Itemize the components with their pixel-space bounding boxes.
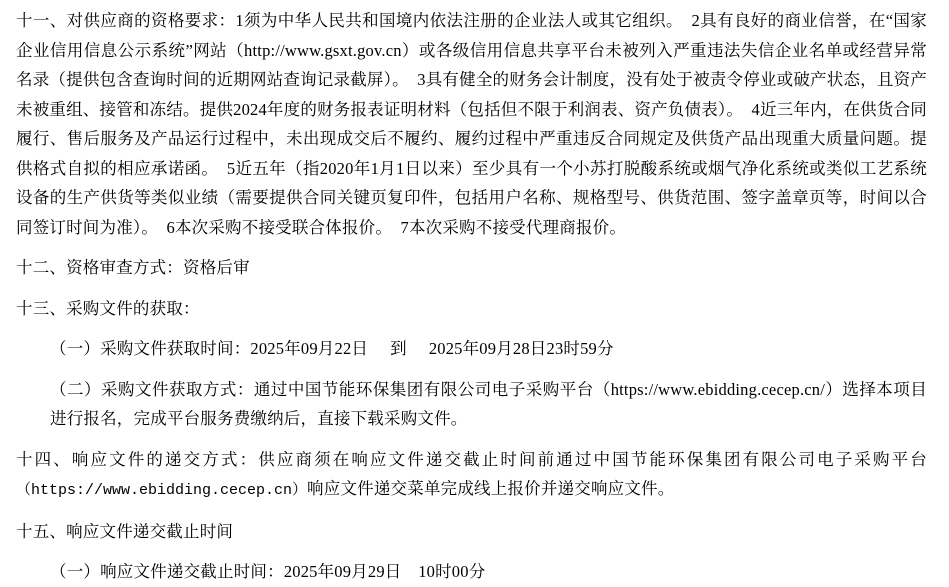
response-submission-body-part1: 供应商须在响应文件递交截止时间前通过中国节能环保集团有限公司电子采购平台 [258,449,927,469]
acquisition-time-connector: 到 [390,339,407,358]
response-deadline-title: 十五、响应文件递交截止时间 [16,521,234,541]
acquisition-method-row [16,375,927,434]
review-method-paragraph [16,253,927,283]
response-deadline-row [16,557,927,587]
review-method-value: 资格后审 [183,258,250,277]
response-submission-title: 十四、响应文件的递交方式： [16,449,259,469]
acquisition-time-start: 2025年09月22日 [250,339,369,358]
acquisition-time-row [16,334,927,364]
acquisition-method-value: 通过中国节能环保集团有限公司电子采购平台（https://www.ebidding.cecep.cn/）选择本项目进行报名，完成平台服务费缴纳后，直接下载采购文件。 [50,379,927,428]
section-document-acquisition [16,294,927,434]
section-response-deadline [16,517,927,587]
response-submission-paragraph [16,445,927,506]
acquisition-method-label: （二）采购文件获取方式： [50,379,254,399]
section-response-submission-method [16,445,927,506]
acquisition-time-label: （一）采购文件获取时间： [50,339,251,358]
section-qualification-requirements [16,6,927,242]
response-deadline-value: 2025年09月29日 10时00分 [283,562,486,581]
response-deadline-label: （一）响应文件递交截止时间： [50,562,284,581]
section-review-method [16,253,927,283]
response-submission-url: （https://www.ebidding.cecep.cn） [16,482,308,499]
response-submission-body-part2: 响应文件递交菜单完成线上报价并递交响应文件。 [307,479,675,498]
review-method-title: 十二、资格审查方式： [16,258,183,277]
qualification-title: 十一、对供应商的资格要求： [16,11,236,30]
acquisition-time-end: 2025年09月28日23时59分 [428,339,614,358]
qualification-body: 1须为中华人民共和国境内依法注册的企业法人或其它组织。 2具有良好的商业信誉，在“国家企业信用信息公示系统”网站（http://www.gsxt.gov.cn）或各级信用信息共享平台未被列入严重违法失信企业名单或经营异常名录（提供包含查询时间的近期网站查询记录截屏）。 3具有健全的财务会计制度，没有处于被责令停业或破产状态，且资产未被重组、接管和冻结。提供2024年度的财务报表证明材料（包括但不限于利润表、资产负债表）。 4近三年内，在供货合同履行、售后服务及产品运行过程中，未出现成交后不履约、履约过程中严重违反合同规定及供货产品出现重大质量问题。提供格式自拟的相应承诺函。 5近五年（指2020年1月1日以来）至少具有一个小苏打脱酸系统或烟气净化系统或类似工艺系统设备的生产供货等类似业绩（需要提供合同关键页复印件，包括用户名称、规格型号、供货范围、签字盖章页等，时间以合同签订时间为准）。 6本次采购不接受联合体报价。 7本次采购不接受代理商报价。 [16,11,927,237]
qualification-paragraph [16,6,927,242]
document-acquisition-title: 十三、采购文件的获取： [16,298,200,318]
